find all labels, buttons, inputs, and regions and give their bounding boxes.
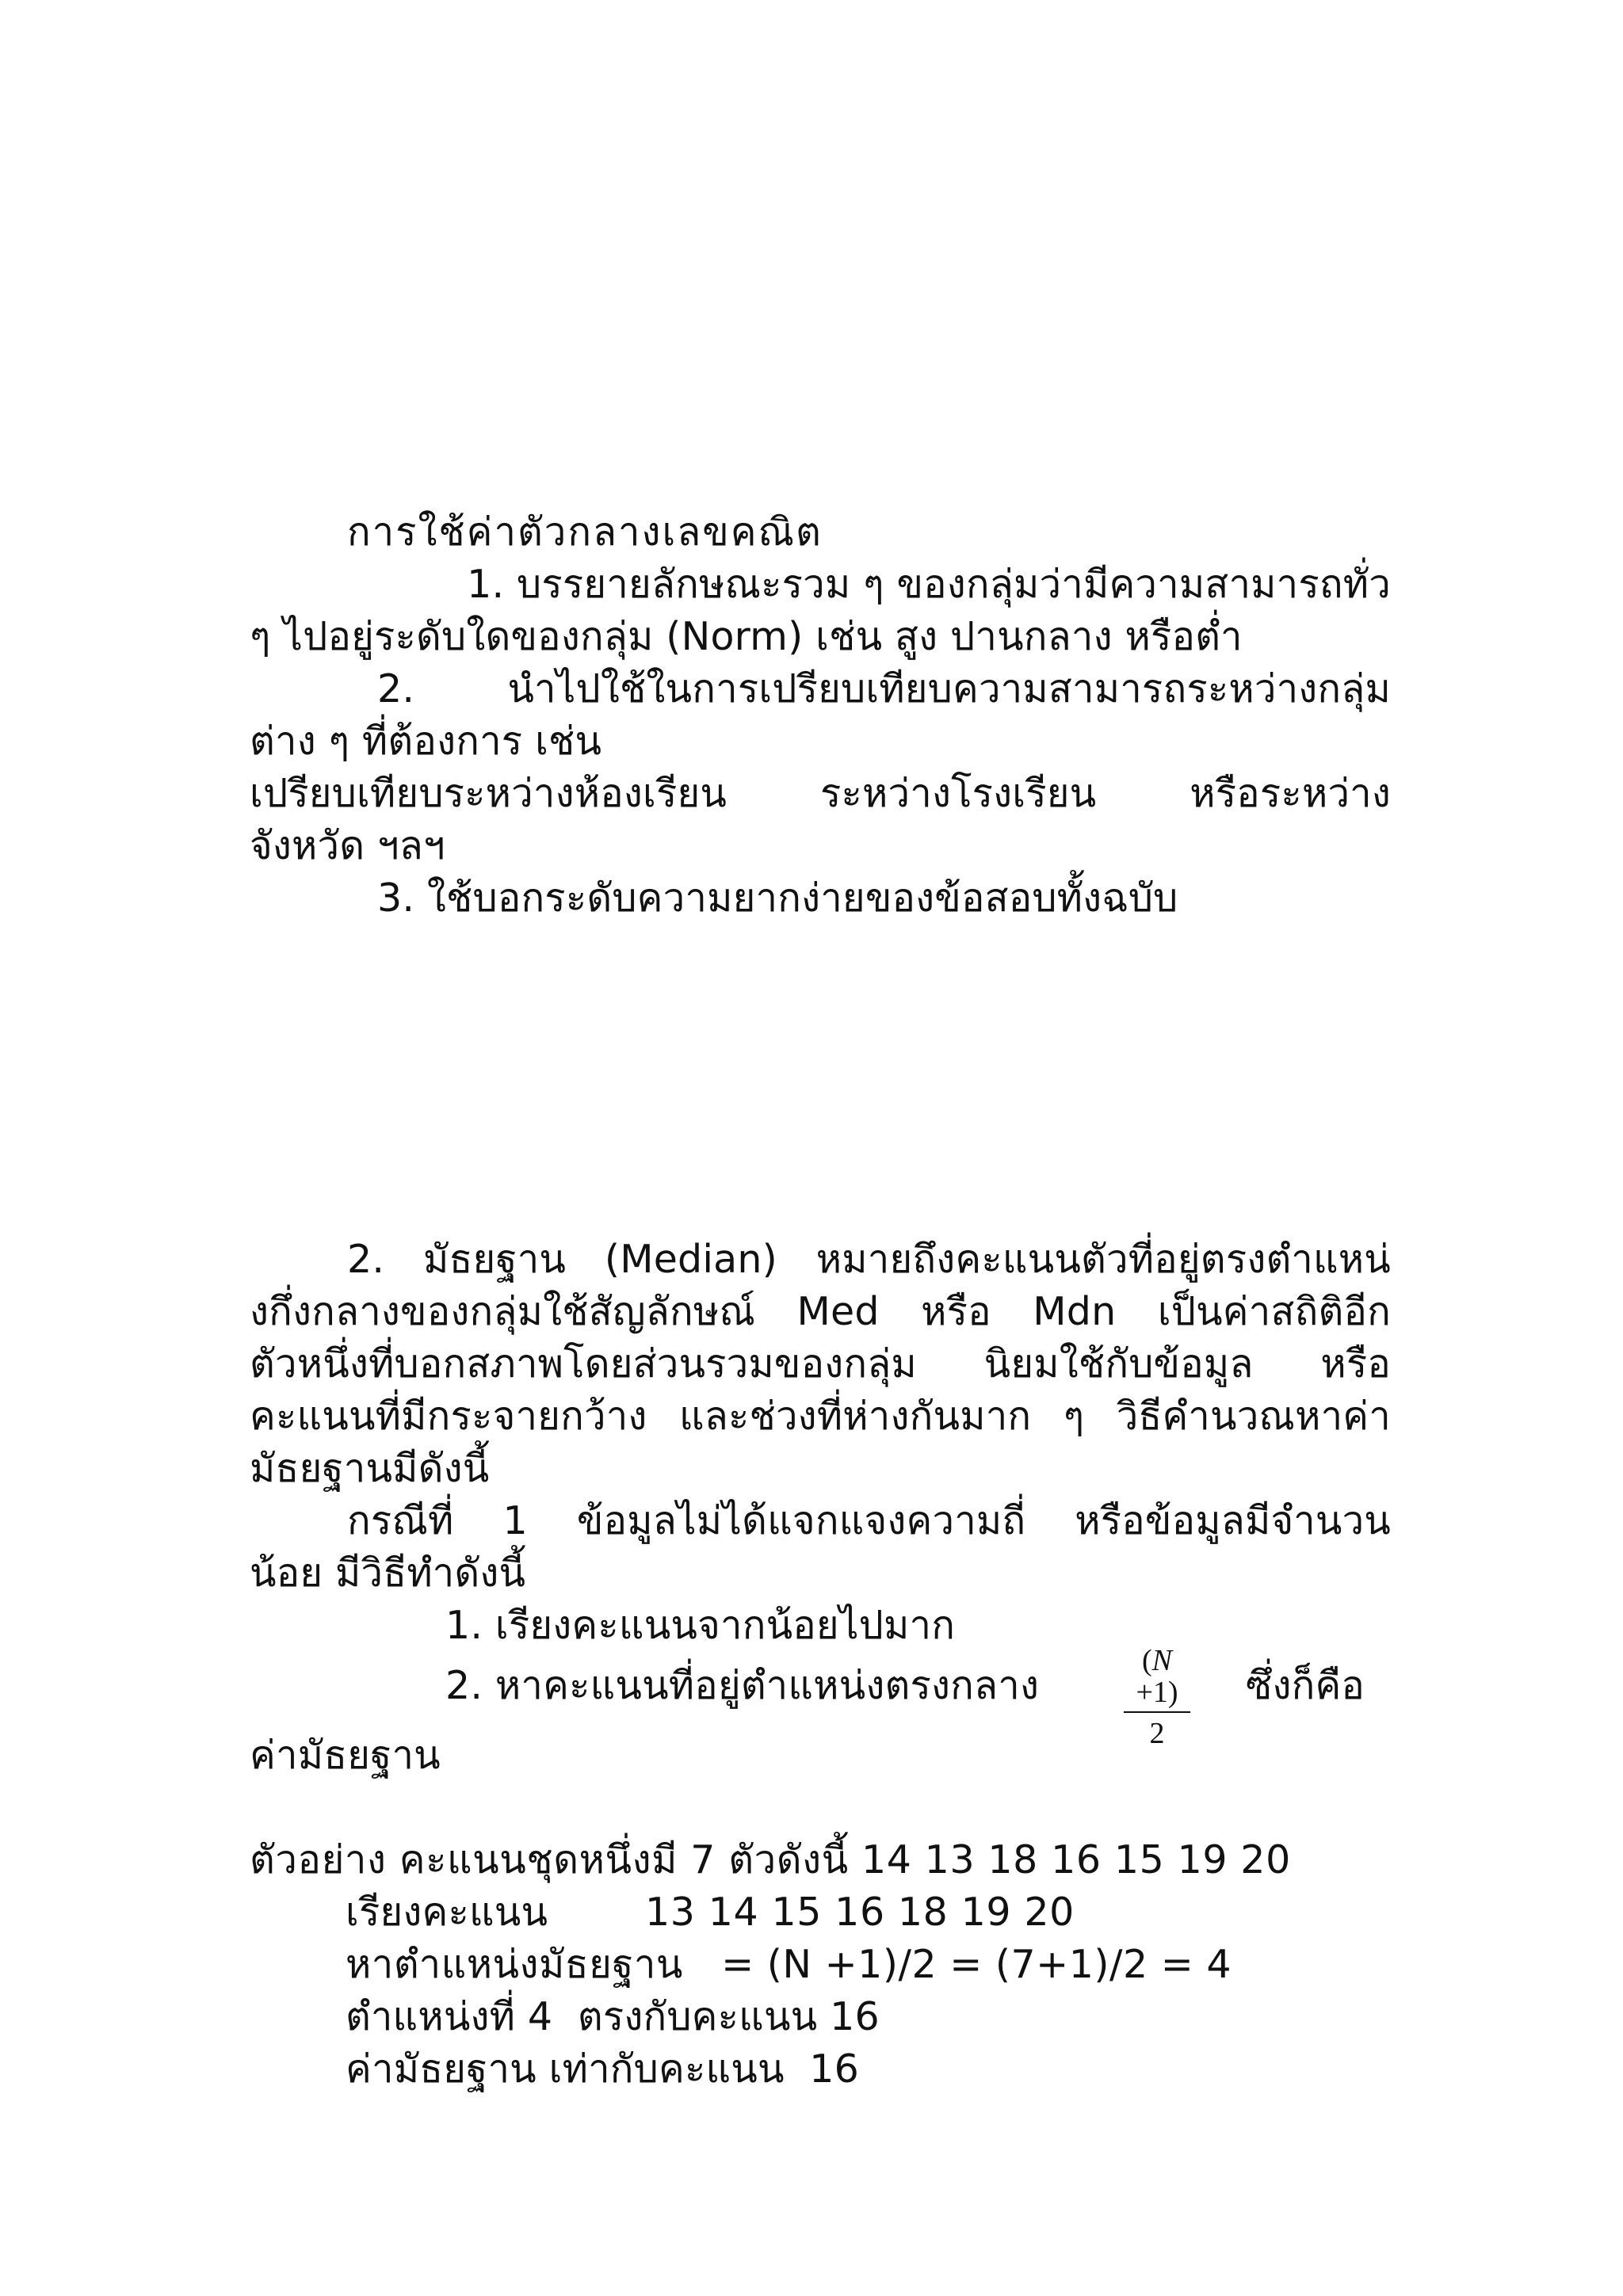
- step2-line2: ค่ามัธยฐาน: [250, 1733, 441, 1778]
- section1-heading: การใช้ค่าตัวกลางเลขคณิต: [347, 509, 823, 555]
- median-para-line5: มัธยฐานมีดังนี้: [250, 1446, 490, 1491]
- median-para-line3: ตัวหนึ่งที่บอกสภาพโดยส่วนรวมของกลุ่ม นิยมใช้กับข้อมูล หรือ: [250, 1341, 1391, 1386]
- section1-item3-line1: 3. ใช้บอกระดับความยากง่ายของข้อสอบทั้งฉบับ: [377, 875, 1178, 921]
- case1-line1: กรณีที่ 1 ข้อมูลไม่ได้แจกแจงความถี่ หรือข้อมูลมีจำนวน: [347, 1498, 1391, 1543]
- section1-item1-line1: 1. บรรยายลักษณะรวม ๆ ของกลุ่มว่ามีความสามารถทั่ว: [467, 562, 1391, 607]
- example-line1: ตัวอย่าง คะแนนชุดหนึ่งมี 7 ตัวดังนี้ 14 13 18 16 15 19 20: [250, 1837, 1291, 1882]
- section1-item2-line4: จังหวัด ฯลฯ: [250, 823, 445, 868]
- section1-item2-line1: 2. นำไปใช้ในการเปรียบเทียบความสามารถระหว่างกลุ่ม: [377, 666, 1391, 711]
- example-line3: หาตำแหน่งมัธยฐาน = (N +1)/2 = (7+1)/2 = 4: [346, 1942, 1232, 1987]
- median-para-line1: 2. มัธยฐาน (Median) หมายถึงคะแนนตัวที่อยู่ตรงตำแหน่: [347, 1237, 1391, 1282]
- section1-item1-line2: ๆ ไปอยู่ระดับใดของกลุ่ม (Norm) เช่น สูง ปานกลาง หรือต่ำ: [250, 614, 1243, 659]
- median-para-line2: งกึ่งกลางของกลุ่มใช้สัญลักษณ์ Med หรือ Mdn เป็นค่าสถิติอีก: [250, 1289, 1391, 1334]
- example-line2-label: เรียงคะแนน: [346, 1890, 548, 1935]
- fraction-denominator: 2: [1149, 1717, 1165, 1750]
- section1-item2-line2: ต่าง ๆ ที่ต้องการ เช่น: [250, 719, 602, 764]
- step1-text: 1. เรียงคะแนนจากน้อยไปมาก: [445, 1603, 956, 1648]
- example-line2-values: 13 14 15 16 18 19 20: [645, 1890, 1075, 1935]
- section1-item2-line3: เปรียบเทียบระหว่างห้องเรียน ระหว่างโรงเรียน หรือระหว่าง: [250, 771, 1391, 816]
- step2-text: 2. หาคะแนนที่อยู่ตำแหน่งตรงกลาง: [445, 1663, 1040, 1708]
- case1-line2: น้อย มีวิธีทำดังนี้: [250, 1550, 526, 1596]
- example-line4: ตำแหน่งที่ 4 ตรงกับคะแนน 16: [346, 1994, 880, 2039]
- fraction-numerator: (N +1): [1124, 1645, 1190, 1713]
- example-line5: ค่ามัธยฐาน เท่ากับคะแนน 16: [346, 2046, 859, 2092]
- median-para-line4: คะแนนที่มีกระจายกว้าง และช่วงที่ห่างกันมาก ๆ วิธีคำนวณหาค่า: [250, 1394, 1391, 1439]
- median-position-fraction: [1124, 1645, 1190, 1749]
- step2-suffix: ซึ่งก็คือ: [1246, 1663, 1365, 1708]
